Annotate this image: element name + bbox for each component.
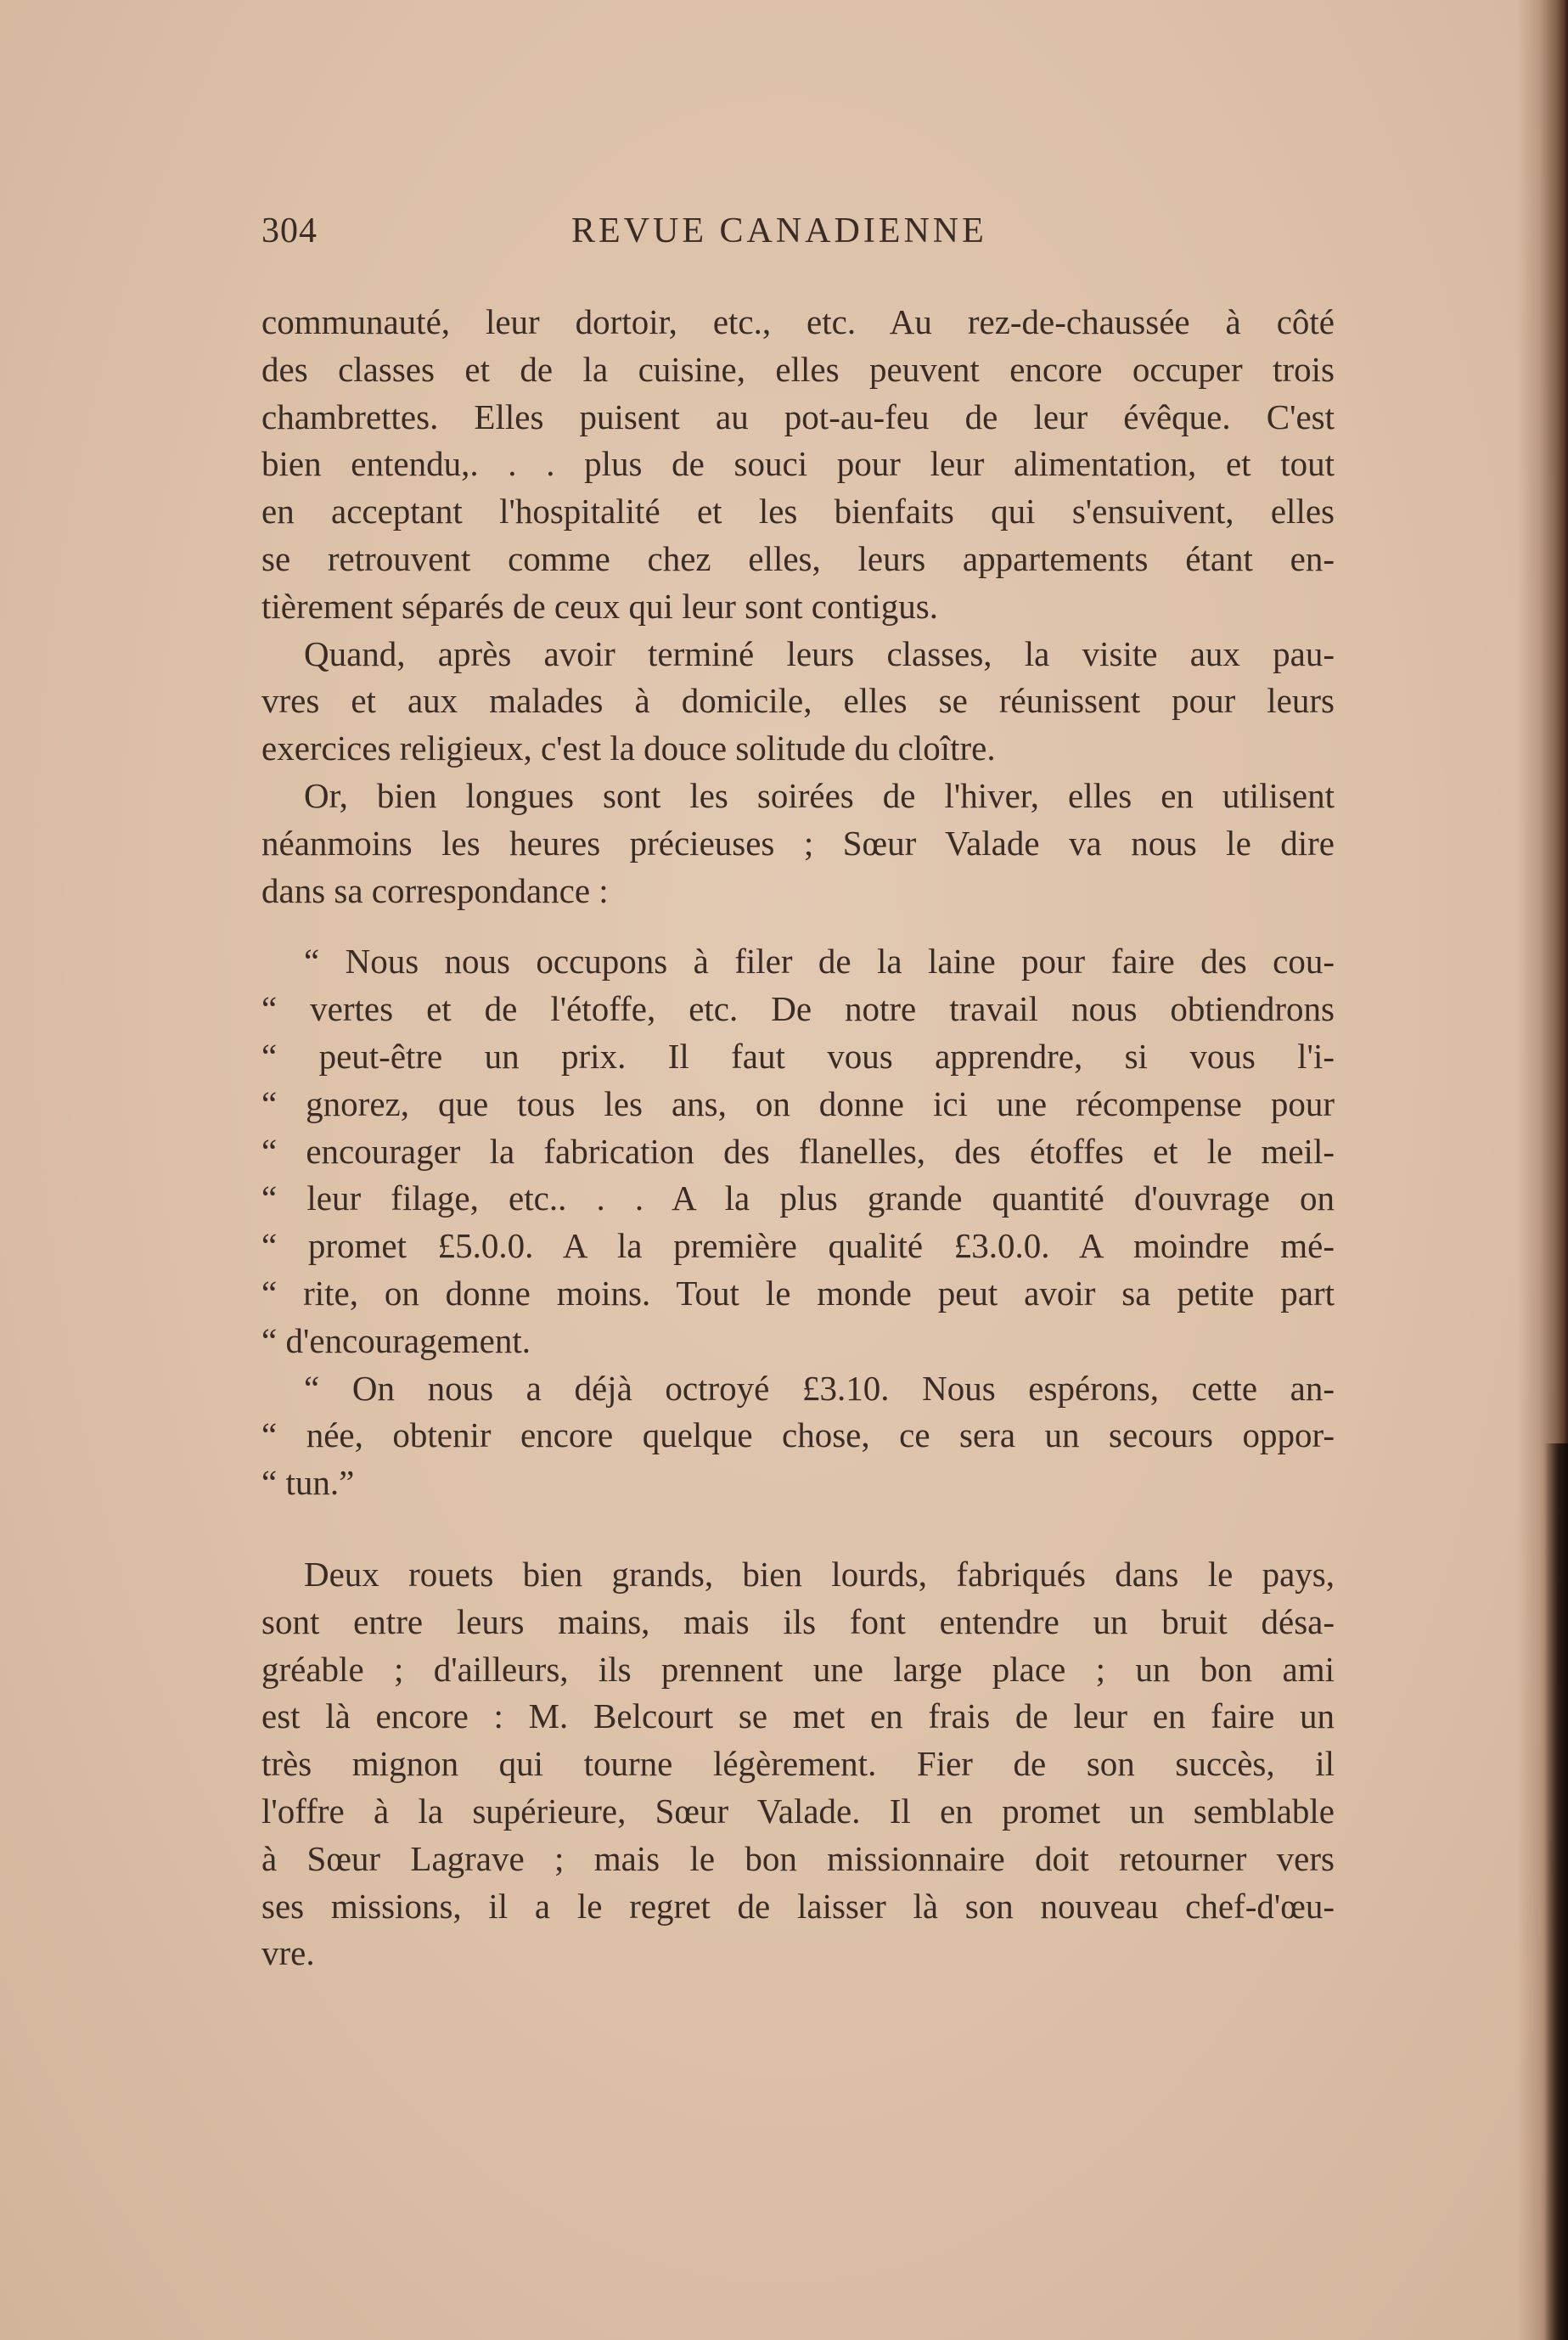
quote-line: “ Nous nous occupons à filer de la laine pour faire des cou- xyxy=(304,942,1335,982)
text-line: gréable ; d'ailleurs, ils prennent une large place ; un bon ami xyxy=(261,1649,1335,1689)
quote-line: “ rite, on donne moins. Tout le monde peut avoir sa petite part xyxy=(261,1273,1335,1313)
running-title: REVUE CANADIENNE xyxy=(571,211,987,250)
quote-line: “ d'encouragement. xyxy=(261,1320,531,1360)
text-line: est là encore : M. Belcourt se met en frais de leur en faire un xyxy=(261,1696,1335,1736)
quote-line: “ encourager la fabrication des flanelles, des étoffes et le meil- xyxy=(261,1131,1335,1171)
text-line: très mignon qui tourne légèrement. Fier de son succès, il xyxy=(261,1744,1335,1784)
text-line: exercices religieux, c'est la douce solitude du cloître. xyxy=(261,728,996,768)
text-line: l'offre à la supérieure, Sœur Valade. Il en promet un semblable xyxy=(261,1791,1335,1831)
text-line: vre. xyxy=(261,1933,315,1973)
quote-paragraph-1 xyxy=(261,938,1335,1364)
text-line: sont entre leurs mains, mais ils font entendre un bruit désa- xyxy=(261,1601,1335,1641)
text-line: bien entendu,. . . plus de souci pour leur alimentation, et tout xyxy=(261,444,1335,484)
quote-line: “ On nous a déjà octroyé £3.10. Nous espérons, cette an- xyxy=(304,1368,1335,1408)
page-body xyxy=(261,299,1335,1977)
paragraph-3 xyxy=(261,773,1335,914)
text-line: néanmoins les heures précieuses ; Sœur Valade va nous le dire xyxy=(261,823,1335,863)
quote-line: “ tun.” xyxy=(261,1463,355,1503)
quote-line: “ leur filage, etc.. . . A la plus grande quantité d'ouvrage on xyxy=(261,1178,1335,1218)
text-line: Or, bien longues sont les soirées de l'hiver, elles en utilisent xyxy=(304,775,1335,815)
text-line: des classes et de la cuisine, elles peuvent encore occuper trois xyxy=(261,349,1335,389)
text-line: ses missions, il a le regret de laisser là son nouveau chef-d'œu- xyxy=(261,1886,1335,1926)
quote-line: “ promet £5.0.0. A la première qualité £3.0.0. A moindre mé- xyxy=(261,1226,1335,1266)
quote-line: “ née, obtenir encore quelque chose, ce sera un secours oppor- xyxy=(261,1415,1335,1455)
page-number: 304 xyxy=(261,211,318,250)
quote-paragraph-2 xyxy=(261,1365,1335,1507)
text-line: Quand, après avoir terminé leurs classes, la visite aux pau- xyxy=(304,633,1335,673)
page-edge-shadow xyxy=(1544,1443,1568,2340)
text-line: à Sœur Lagrave ; mais le bon missionnaire doit retourner vers xyxy=(261,1838,1335,1878)
quote-line: “ vertes et de l'étoffe, etc. De notre travail nous obtiendrons xyxy=(261,989,1335,1029)
paragraph-4 xyxy=(261,1551,1335,1977)
text-line: tièrement séparés de ceux qui leur sont contigus. xyxy=(261,586,938,626)
paragraph-2 xyxy=(261,631,1335,773)
quote-line: “ gnorez, que tous les ans, on donne ici une récompense pour xyxy=(261,1083,1335,1123)
text-line: Deux rouets bien grands, bien lourds, fabriqués dans le pays, xyxy=(304,1554,1335,1594)
text-line: en acceptant l'hospitalité et les bienfaits qui s'ensuivent, elles xyxy=(261,492,1335,532)
paragraph-1 xyxy=(261,299,1335,631)
text-line: chambrettes. Elles puisent au pot-au-feu de leur évêque. C'est xyxy=(261,397,1335,436)
text-line: dans sa correspondance : xyxy=(261,870,609,910)
spacer xyxy=(261,914,1335,938)
quote-line: “ peut-être un prix. Il faut vous apprendre, si vous l'i- xyxy=(261,1036,1335,1076)
text-line: vres et aux malades à domicile, elles se réunissent pour leurs xyxy=(261,681,1335,721)
text-line: communauté, leur dortoir, etc., etc. Au rez-de-chaussée à côté xyxy=(261,302,1335,341)
page-header xyxy=(261,211,1340,262)
text-line: se retrouvent comme chez elles, leurs appartements étant en- xyxy=(261,538,1335,578)
spacer xyxy=(261,1507,1335,1551)
